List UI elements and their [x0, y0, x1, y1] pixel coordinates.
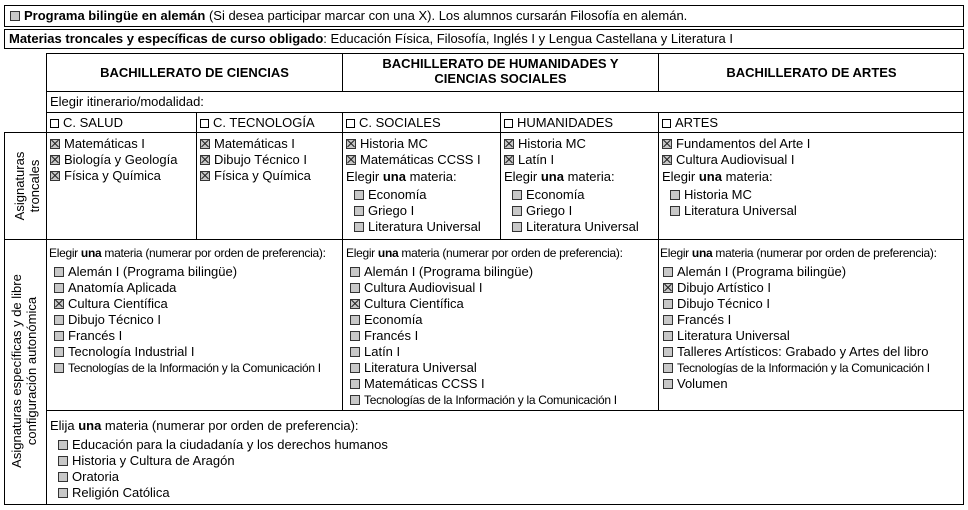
- list-item[interactable]: Religión Católica: [58, 485, 388, 501]
- list-item[interactable]: Francés I: [350, 328, 617, 344]
- list-item[interactable]: Alemán I (Programa bilingüe): [54, 264, 321, 280]
- list-item[interactable]: Física y Química: [200, 168, 311, 184]
- troncales-salud-list: [50, 136, 177, 184]
- checkbox-icon[interactable]: [54, 347, 64, 357]
- checkbox-icon[interactable]: [200, 119, 209, 128]
- itinerario-humanidades[interactable]: HUMANIDADES: [504, 115, 613, 131]
- troncales-artes-elegir: Elegir una materia:: [662, 169, 773, 184]
- especificas-humanidades-elegir: Elegir una materia (numerar por orden de preferencia):: [346, 246, 623, 260]
- list-item[interactable]: Física y Química: [50, 168, 177, 184]
- checkbox-icon[interactable]: [350, 379, 360, 389]
- checkbox-icon[interactable]: [663, 363, 673, 373]
- list-item[interactable]: Economía: [350, 312, 617, 328]
- list-item[interactable]: Economía: [354, 187, 481, 203]
- troncales-sociales-elegir: Elegir una materia:: [346, 169, 457, 184]
- checkbox-icon[interactable]: [350, 347, 360, 357]
- header-artes: BACHILLERATO DE ARTES: [726, 65, 897, 80]
- list-item[interactable]: Economía: [512, 187, 639, 203]
- checkbox-icon[interactable]: [512, 206, 522, 216]
- list-item[interactable]: Matemáticas I: [50, 136, 177, 152]
- itinerario-sociales[interactable]: C. SOCIALES: [346, 115, 441, 131]
- checkbox-icon[interactable]: [58, 456, 68, 466]
- checkbox-icon[interactable]: [350, 363, 360, 373]
- checkbox-checked-icon[interactable]: [200, 171, 210, 181]
- checkbox-checked-icon[interactable]: [662, 155, 672, 165]
- list-item[interactable]: Dibujo Artístico I: [663, 280, 930, 296]
- list-item[interactable]: Dibujo Técnico I: [200, 152, 311, 168]
- list-item[interactable]: Latín I: [350, 344, 617, 360]
- checkbox-icon[interactable]: [350, 267, 360, 277]
- checkbox-icon[interactable]: [54, 315, 64, 325]
- list-item[interactable]: Matemáticas CCSS I: [350, 376, 617, 392]
- checkbox-icon[interactable]: [504, 119, 513, 128]
- checkbox-icon[interactable]: [663, 299, 673, 309]
- list-item[interactable]: Matemáticas CCSS I: [346, 152, 481, 168]
- itinerario-salud[interactable]: C. SALUD: [50, 115, 123, 131]
- checkbox-icon[interactable]: [670, 206, 680, 216]
- comun-elija: Elija una materia (numerar por orden de preferencia):: [50, 418, 359, 433]
- list-item[interactable]: Literatura Universal: [354, 219, 481, 235]
- checkbox-checked-icon[interactable]: [504, 155, 514, 165]
- checkbox-checked-icon[interactable]: [54, 299, 64, 309]
- checkbox-checked-icon[interactable]: [663, 283, 673, 293]
- list-item[interactable]: Biología y Geología: [50, 152, 177, 168]
- checkbox-icon[interactable]: [58, 472, 68, 482]
- itinerario-artes[interactable]: ARTES: [662, 115, 718, 131]
- checkbox-icon[interactable]: [350, 283, 360, 293]
- list-item[interactable]: Literatura Universal: [663, 328, 930, 344]
- checkbox-checked-icon[interactable]: [504, 139, 514, 149]
- list-item[interactable]: Dibujo Técnico I: [54, 312, 321, 328]
- bilingual-note: (Si desea participar marcar con una X). Los alumnos cursarán Filosofía en alemán.: [205, 8, 688, 23]
- list-item[interactable]: Cultura Científica: [350, 296, 617, 312]
- checkbox-checked-icon[interactable]: [346, 155, 356, 165]
- bilingual-label: Programa bilingüe en alemán: [24, 8, 206, 23]
- header-ciencias: BACHILLERATO DE CIENCIAS: [100, 65, 289, 80]
- common-subjects-note: : Educación Física, Filosofía, Inglés I y Lengua Castellana y Literatura I: [323, 31, 734, 46]
- common-subjects-line: [9, 31, 733, 47]
- checkbox-icon[interactable]: [54, 283, 64, 293]
- checkbox-icon[interactable]: [54, 363, 64, 373]
- checkbox-icon[interactable]: [663, 331, 673, 341]
- checkbox-icon[interactable]: [662, 119, 671, 128]
- list-item[interactable]: Historia MC: [346, 136, 481, 152]
- list-item[interactable]: Griego I: [354, 203, 481, 219]
- list-item[interactable]: Latín I: [504, 152, 586, 168]
- list-item[interactable]: Tecnologías de la Información y la Comunicación I: [54, 360, 321, 376]
- comun-list: [58, 437, 388, 501]
- itinerario-label: Elegir itinerario/modalidad:: [50, 94, 204, 109]
- checkbox-icon[interactable]: [512, 190, 522, 200]
- itinerario-tecnologia[interactable]: C. TECNOLOGÍA: [200, 115, 315, 131]
- row-label-especificas: Asignaturas específicas y de libre configuración autonómica: [9, 274, 39, 468]
- troncales-artes-fixed: [662, 136, 810, 168]
- list-item[interactable]: Tecnologías de la Información y la Comunicación I: [663, 360, 930, 376]
- checkbox-checked-icon[interactable]: [50, 171, 60, 181]
- row-label-troncales: Asignaturas troncales: [12, 151, 42, 221]
- checkbox-icon[interactable]: [663, 315, 673, 325]
- checkbox-checked-icon[interactable]: [200, 139, 210, 149]
- checkbox-checked-icon[interactable]: [50, 139, 60, 149]
- bilingual-checkbox[interactable]: [10, 11, 20, 21]
- list-item[interactable]: Cultura Audiovisual I: [350, 280, 617, 296]
- checkbox-icon[interactable]: [354, 222, 364, 232]
- list-item[interactable]: Oratoria: [58, 469, 388, 485]
- list-item[interactable]: Matemáticas I: [200, 136, 311, 152]
- list-item[interactable]: Historia MC: [504, 136, 586, 152]
- list-item[interactable]: Fundamentos del Arte I: [662, 136, 810, 152]
- checkbox-icon[interactable]: [58, 440, 68, 450]
- especificas-ciencias-list: [54, 264, 321, 376]
- checkbox-icon[interactable]: [346, 119, 355, 128]
- troncales-sociales-fixed: [346, 136, 481, 168]
- checkbox-icon[interactable]: [663, 267, 673, 277]
- common-subjects-label: Materias troncales y específicas de curso obligado: [9, 31, 324, 46]
- troncales-sociales-choose: [354, 187, 481, 235]
- bilingual-line: [10, 8, 687, 24]
- list-item[interactable]: Literatura Universal: [512, 219, 639, 235]
- list-item[interactable]: Alemán I (Programa bilingüe): [350, 264, 617, 280]
- checkbox-icon[interactable]: [663, 347, 673, 357]
- list-item[interactable]: Dibujo Técnico I: [663, 296, 930, 312]
- list-item[interactable]: Historia MC: [670, 187, 797, 203]
- troncales-humanidades-choose: [512, 187, 639, 235]
- list-item[interactable]: Francés I: [663, 312, 930, 328]
- header-humanidades-line2: CIENCIAS SOCIALES: [434, 71, 567, 86]
- checkbox-checked-icon[interactable]: [346, 139, 356, 149]
- header-humanidades-line1: BACHILLERATO DE HUMANIDADES Y: [382, 56, 619, 71]
- checkbox-icon[interactable]: [54, 267, 64, 277]
- checkbox-checked-icon[interactable]: [662, 139, 672, 149]
- especificas-artes-elegir: Elegir una materia (numerar por orden de preferencia):: [660, 246, 937, 260]
- especificas-artes-list: [663, 264, 930, 392]
- checkbox-icon[interactable]: [50, 119, 59, 128]
- checkbox-icon[interactable]: [54, 331, 64, 341]
- checkbox-icon[interactable]: [350, 331, 360, 341]
- list-item[interactable]: Francés I: [54, 328, 321, 344]
- header-humanidades: [343, 56, 658, 86]
- troncales-tecnologia-list: [200, 136, 311, 184]
- list-item[interactable]: Literatura Universal: [350, 360, 617, 376]
- checkbox-icon[interactable]: [58, 488, 68, 498]
- troncales-humanidades-fixed: [504, 136, 586, 168]
- checkbox-icon[interactable]: [670, 190, 680, 200]
- checkbox-icon[interactable]: [350, 315, 360, 325]
- list-item[interactable]: Educación para la ciudadanía y los derechos humanos: [58, 437, 388, 453]
- especificas-ciencias-elegir: Elegir una materia (numerar por orden de preferencia):: [49, 246, 326, 260]
- list-item[interactable]: Cultura Audiovisual I: [662, 152, 810, 168]
- checkbox-icon[interactable]: [663, 379, 673, 389]
- checkbox-icon[interactable]: [512, 222, 522, 232]
- troncales-artes-choose: [670, 187, 797, 219]
- list-item[interactable]: Alemán I (Programa bilingüe): [663, 264, 930, 280]
- list-item[interactable]: Talleres Artísticos: Grabado y Artes del libro: [663, 344, 930, 360]
- list-item[interactable]: Literatura Universal: [670, 203, 797, 219]
- checkbox-icon[interactable]: [354, 206, 364, 216]
- list-item[interactable]: Tecnologías de la Información y la Comunicación I: [350, 392, 617, 408]
- checkbox-checked-icon[interactable]: [200, 155, 210, 165]
- troncales-humanidades-elegir: Elegir una materia:: [504, 169, 615, 184]
- checkbox-icon[interactable]: [354, 190, 364, 200]
- checkbox-icon[interactable]: [350, 395, 360, 405]
- list-item[interactable]: Tecnología Industrial I: [54, 344, 321, 360]
- checkbox-checked-icon[interactable]: [350, 299, 360, 309]
- list-item[interactable]: Historia y Cultura de Aragón: [58, 453, 388, 469]
- list-item[interactable]: Cultura Científica: [54, 296, 321, 312]
- list-item[interactable]: Anatomía Aplicada: [54, 280, 321, 296]
- list-item[interactable]: Griego I: [512, 203, 639, 219]
- especificas-humanidades-list: [350, 264, 617, 408]
- list-item[interactable]: Volumen: [663, 376, 930, 392]
- checkbox-checked-icon[interactable]: [50, 155, 60, 165]
